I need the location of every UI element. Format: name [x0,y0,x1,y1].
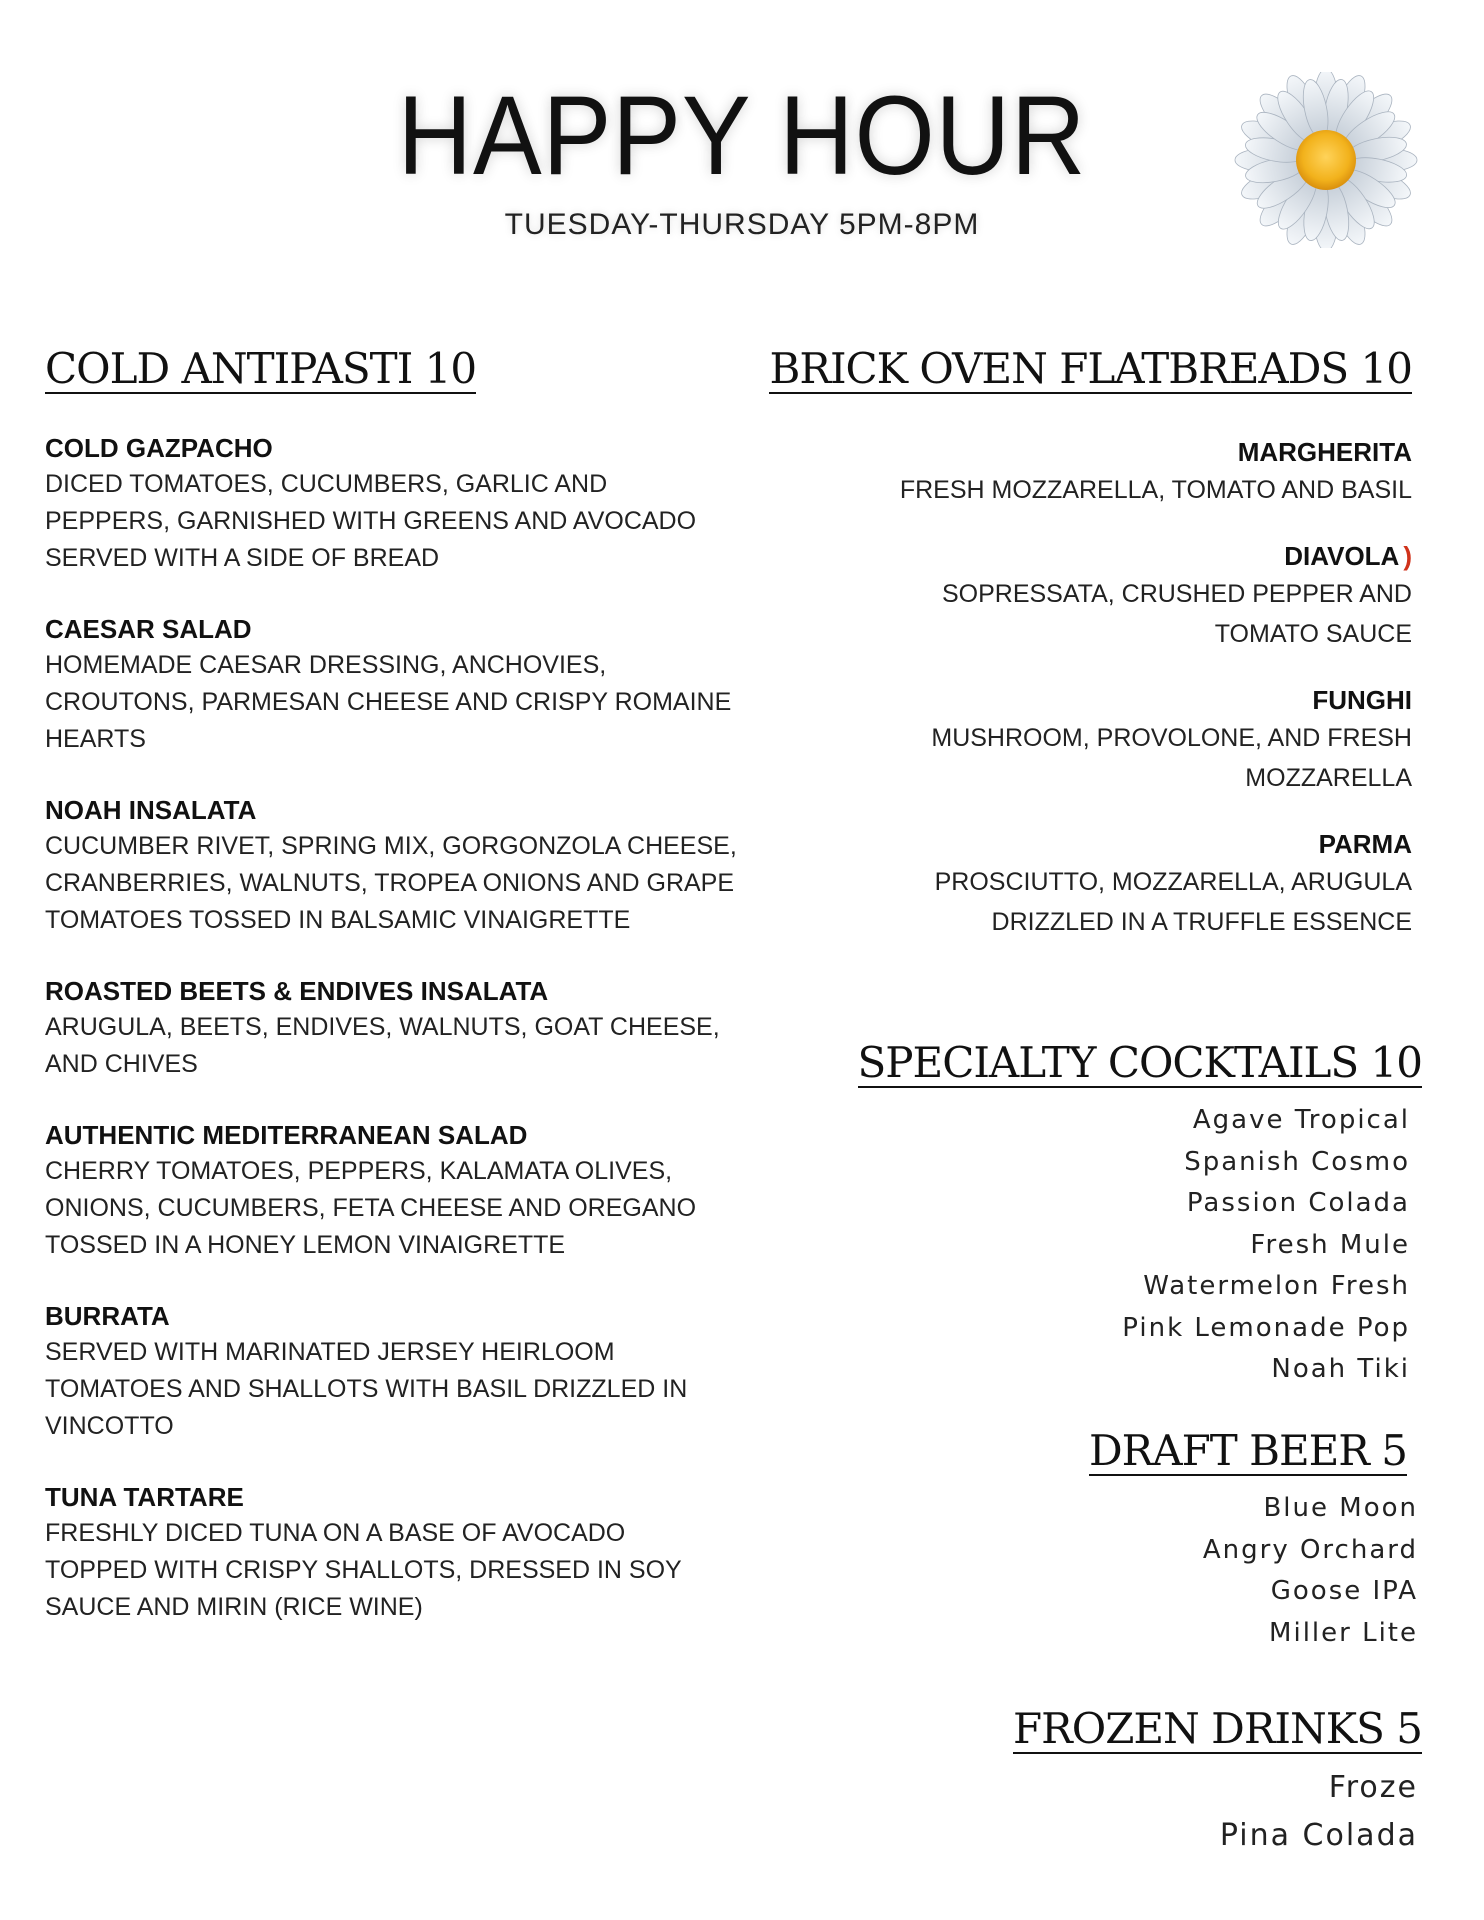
menu-item [45,1117,745,1264]
menu-item [45,792,745,939]
dish-description-line: SERVED WITH A SIDE OF BREAD [45,544,440,572]
flatbread-description-line: DRIZZLED IN A TRUFFLE ESSENCE [991,908,1412,936]
cold-antipasti-list [45,430,745,1660]
dish-name: BURRATA [45,1301,170,1331]
dish-name: CAESAR SALAD [45,614,252,644]
frozen-drinks-heading: FROZEN DRINKS 5 [1013,1704,1422,1753]
flatbread-description-line: TOMATO SAUCE [1214,620,1412,648]
drink-item: Spanish Cosmo [1184,1146,1410,1177]
flatbread-name-row [772,826,1412,862]
dish-description-line: CROUTONS, PARMESAN CHEESE AND CRISPY ROMAINE [45,688,732,716]
flatbreads-heading: BRICK OVEN FLATBREADS 10 [769,344,1412,393]
flatbread-name-row [772,682,1412,718]
dish-description-line: ONIONS, CUCUMBERS, FETA CHEESE AND OREGANO [45,1194,697,1222]
drink-item: Fresh Mule [1250,1229,1410,1260]
dish-description-line: DICED TOMATOES, CUCUMBERS, GARLIC AND [45,470,608,498]
dish-name: TUNA TARTARE [45,1482,244,1512]
flatbread-name: MARGHERITA [1237,437,1412,467]
dish-name: NOAH INSALATA [45,795,257,825]
draft-beer-list [1203,1488,1418,1654]
dish-description-line: TOSSED IN A HONEY LEMON VINAIGRETTE [45,1231,566,1259]
flatbread-description-line: MUSHROOM, PROVOLONE, AND FRESH [931,724,1412,752]
menu-item [45,1298,745,1445]
dish-name: ROASTED BEETS & ENDIVES INSALATA [45,976,549,1006]
menu-item [772,826,1412,942]
drink-item: Noah Tiki [1271,1354,1410,1384]
cocktails-list [1122,1100,1410,1391]
drink-item: Passion Colada [1186,1188,1410,1218]
dish-description-line: CRANBERRIES, WALNUTS, TROPEA ONIONS AND GRAPE [45,869,735,897]
flatbread-description-line: MOZZARELLA [1245,764,1412,792]
drink-item: Goose IPA [1270,1576,1418,1606]
menu-item [45,1479,745,1626]
flatbread-name-row [772,538,1412,574]
cocktails-heading: SPECIALTY COCKTAILS 10 [857,1038,1422,1087]
dish-description-line: PEPPERS, GARNISHED WITH GREENS AND AVOCADO [45,507,697,535]
dish-description-line: FRESHLY DICED TUNA ON A BASE OF AVOCADO [45,1519,626,1547]
flatbread-name-row [772,434,1412,470]
dish-description-line: TOMATOES AND SHALLOTS WITH BASIL DRIZZLED IN [45,1375,688,1403]
drink-item: Agave Tropical [1192,1105,1410,1135]
cold-antipasti-heading: COLD ANTIPASTI 10 [45,344,477,393]
drink-item: Miller Lite [1269,1617,1418,1648]
drink-item: Watermelon Fresh [1143,1271,1410,1301]
menu-item [45,611,745,758]
flatbread-name: FUNGHI [1312,685,1412,715]
chili-pepper-icon: ) [1403,541,1412,571]
dish-description-line: SERVED WITH MARINATED JERSEY HEIRLOOM [45,1338,615,1366]
menu-item [45,430,745,577]
drink-item: Froze [1328,1770,1418,1805]
drink-item: Pink Lemonade Pop [1122,1312,1410,1343]
draft-beer-heading: DRAFT BEER 5 [1088,1426,1407,1475]
menu-item [772,538,1412,654]
dish-description-line: VINCOTTO [45,1412,174,1440]
dish-description-line: HOMEMADE CAESAR DRESSING, ANCHOVIES, [45,651,607,679]
frozen-drinks-list [1220,1764,1418,1860]
drink-item: Angry Orchard [1202,1534,1418,1565]
dish-description-line: CHERRY TOMATOES, PEPPERS, KALAMATA OLIVES, [45,1157,673,1185]
dish-description-line: CUCUMBER RIVET, SPRING MIX, GORGONZOLA CHEESE, [45,832,737,860]
dish-description-line: HEARTS [45,725,146,753]
dish-description-line: TOPPED WITH CRISPY SHALLOTS, DRESSED IN SOY [45,1556,682,1584]
dish-name: COLD GAZPACHO [45,433,273,463]
dish-description-line: AND CHIVES [45,1050,198,1078]
flatbread-name: DIAVOLA [1284,541,1400,571]
menu-item [772,434,1412,510]
dish-description-line: SAUCE AND MIRIN (RICE WINE) [45,1593,423,1621]
flatbread-description-line: PROSCIUTTO, MOZZARELLA, ARUGULA [934,868,1412,896]
drink-item: Pina Colada [1219,1818,1418,1853]
dish-name: AUTHENTIC MEDITERRANEAN SALAD [45,1120,528,1150]
hours-subtitle: TUESDAY-THURSDAY 5PM-8PM [504,208,980,241]
flatbread-description-line: FRESH MOZZARELLA, TOMATO AND BASIL [899,476,1412,504]
dish-description-line: TOMATOES TOSSED IN BALSAMIC VINAIGRETTE [45,906,631,934]
flatbread-description-line: SOPRESSATA, CRUSHED PEPPER AND [941,580,1412,608]
daisy-flower-icon [1226,72,1426,248]
flatbreads-list [772,434,1412,970]
drink-item: Blue Moon [1263,1493,1418,1523]
menu-item [45,973,745,1083]
page-title: HAPPY HOUR [397,73,1087,198]
menu-item [772,682,1412,798]
flatbread-name: PARMA [1318,829,1412,859]
dish-description-line: ARUGULA, BEETS, ENDIVES, WALNUTS, GOAT CHEESE, [45,1013,720,1041]
